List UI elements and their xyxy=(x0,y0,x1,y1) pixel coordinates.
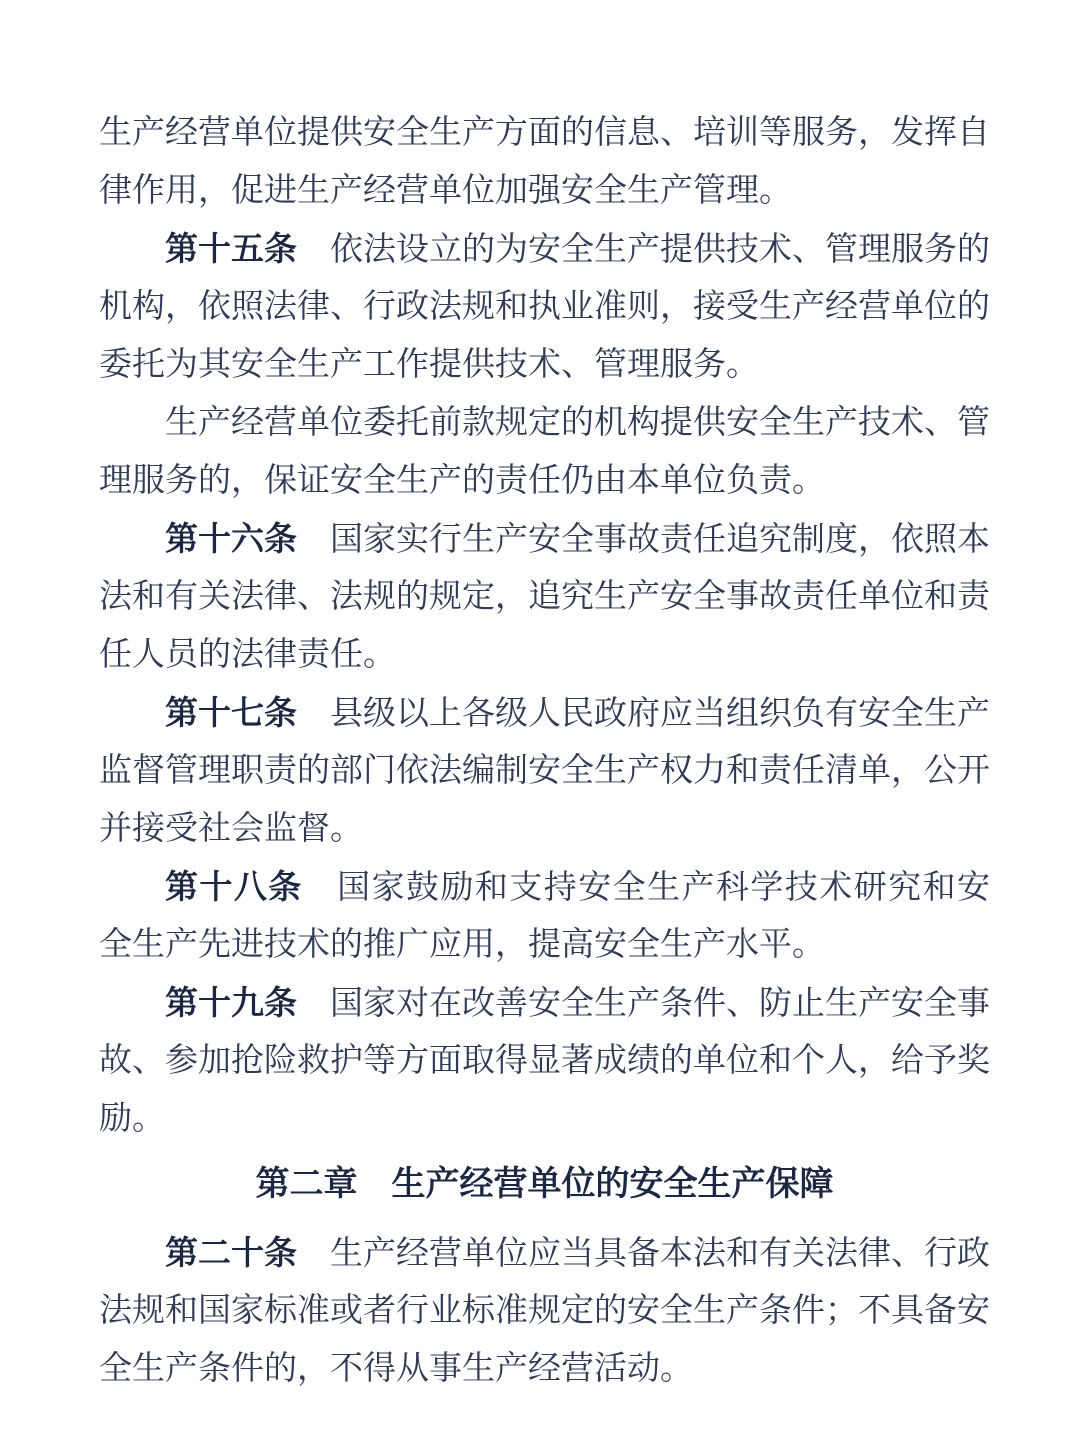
text-line xyxy=(99,452,990,510)
line-text: 励。 xyxy=(99,1101,165,1137)
text-line xyxy=(99,684,990,742)
line-text: 国家鼓励和支持安全生产科学技术研究和安 xyxy=(335,870,991,906)
article-label: 第十六条 xyxy=(165,520,297,557)
text-line xyxy=(99,220,990,278)
text-line xyxy=(99,510,990,568)
text-line xyxy=(99,858,990,916)
line-text: 依法设立的为安全生产提供技术、管理服务的 xyxy=(330,232,990,268)
line-text: 任人员的法律责任。 xyxy=(99,637,396,673)
line-text: 生产经营单位委托前款规定的机构提供安全生产技术、管 xyxy=(165,405,990,441)
line-text: 国家对在改善安全生产条件、防止生产安全事 xyxy=(330,986,990,1022)
line-text: 全生产条件的，不得从事生产经营活动。 xyxy=(99,1351,693,1387)
chapter-heading xyxy=(99,1154,990,1214)
article-label: 第十八条 xyxy=(165,868,303,905)
text-line xyxy=(99,800,990,858)
text-line xyxy=(99,336,990,394)
line-text: 法和有关法律、法规的规定，追究生产安全事故责任单位和责 xyxy=(99,579,990,615)
line-text: 并接受社会监督。 xyxy=(99,811,363,847)
line-text: 国家实行生产安全事故责任追究制度，依照本 xyxy=(330,522,990,558)
text-line xyxy=(99,104,990,162)
line-text: 机构，依照法律、行政法规和执业准则，接受生产经营单位的 xyxy=(99,289,990,325)
text-line xyxy=(99,1340,990,1398)
text-line xyxy=(99,1032,990,1090)
line-text: 全生产先进技术的推广应用，提高安全生产水平。 xyxy=(99,927,825,963)
line-text: 生产经营单位提供安全生产方面的信息、培训等服务，发挥自 xyxy=(99,115,990,151)
text-line xyxy=(99,1090,990,1148)
chapter-number: 第二章 xyxy=(255,1165,358,1203)
line-text: 故、参加抢险救护等方面取得显著成绩的单位和个人，给予奖 xyxy=(99,1043,990,1079)
article-label: 第二十条 xyxy=(165,1234,297,1271)
text-line xyxy=(99,162,990,220)
article-label: 第十五条 xyxy=(165,230,297,267)
line-text: 县级以上各级人民政府应当组织负有安全生产 xyxy=(330,696,990,732)
text-line xyxy=(99,278,990,336)
line-text: 生产经营单位应当具备本法和有关法律、行政 xyxy=(330,1236,990,1272)
text-line xyxy=(99,1224,990,1282)
text-line xyxy=(99,1282,990,1340)
text-line xyxy=(99,626,990,684)
article-label: 第十七条 xyxy=(165,694,297,731)
line-text: 律作用，促进生产经营单位加强安全生产管理。 xyxy=(99,173,792,209)
line-text: 理服务的，保证安全生产的责任仍由本单位负责。 xyxy=(99,463,825,499)
line-text: 法规和国家标准或者行业标准规定的安全生产条件；不具备安 xyxy=(99,1293,990,1329)
line-text: 委托为其安全生产工作提供技术、管理服务。 xyxy=(99,347,759,383)
text-line xyxy=(99,974,990,1032)
article-label: 第十九条 xyxy=(165,984,297,1021)
text-line xyxy=(99,568,990,626)
text-line xyxy=(99,394,990,452)
line-text: 监督管理职责的部门依法编制安全生产权力和责任清单，公开 xyxy=(99,753,990,789)
text-line xyxy=(99,742,990,800)
text-line xyxy=(99,916,990,974)
text-column xyxy=(99,104,990,1398)
chapter-title: 生产经营单位的安全生产保障 xyxy=(391,1165,834,1203)
